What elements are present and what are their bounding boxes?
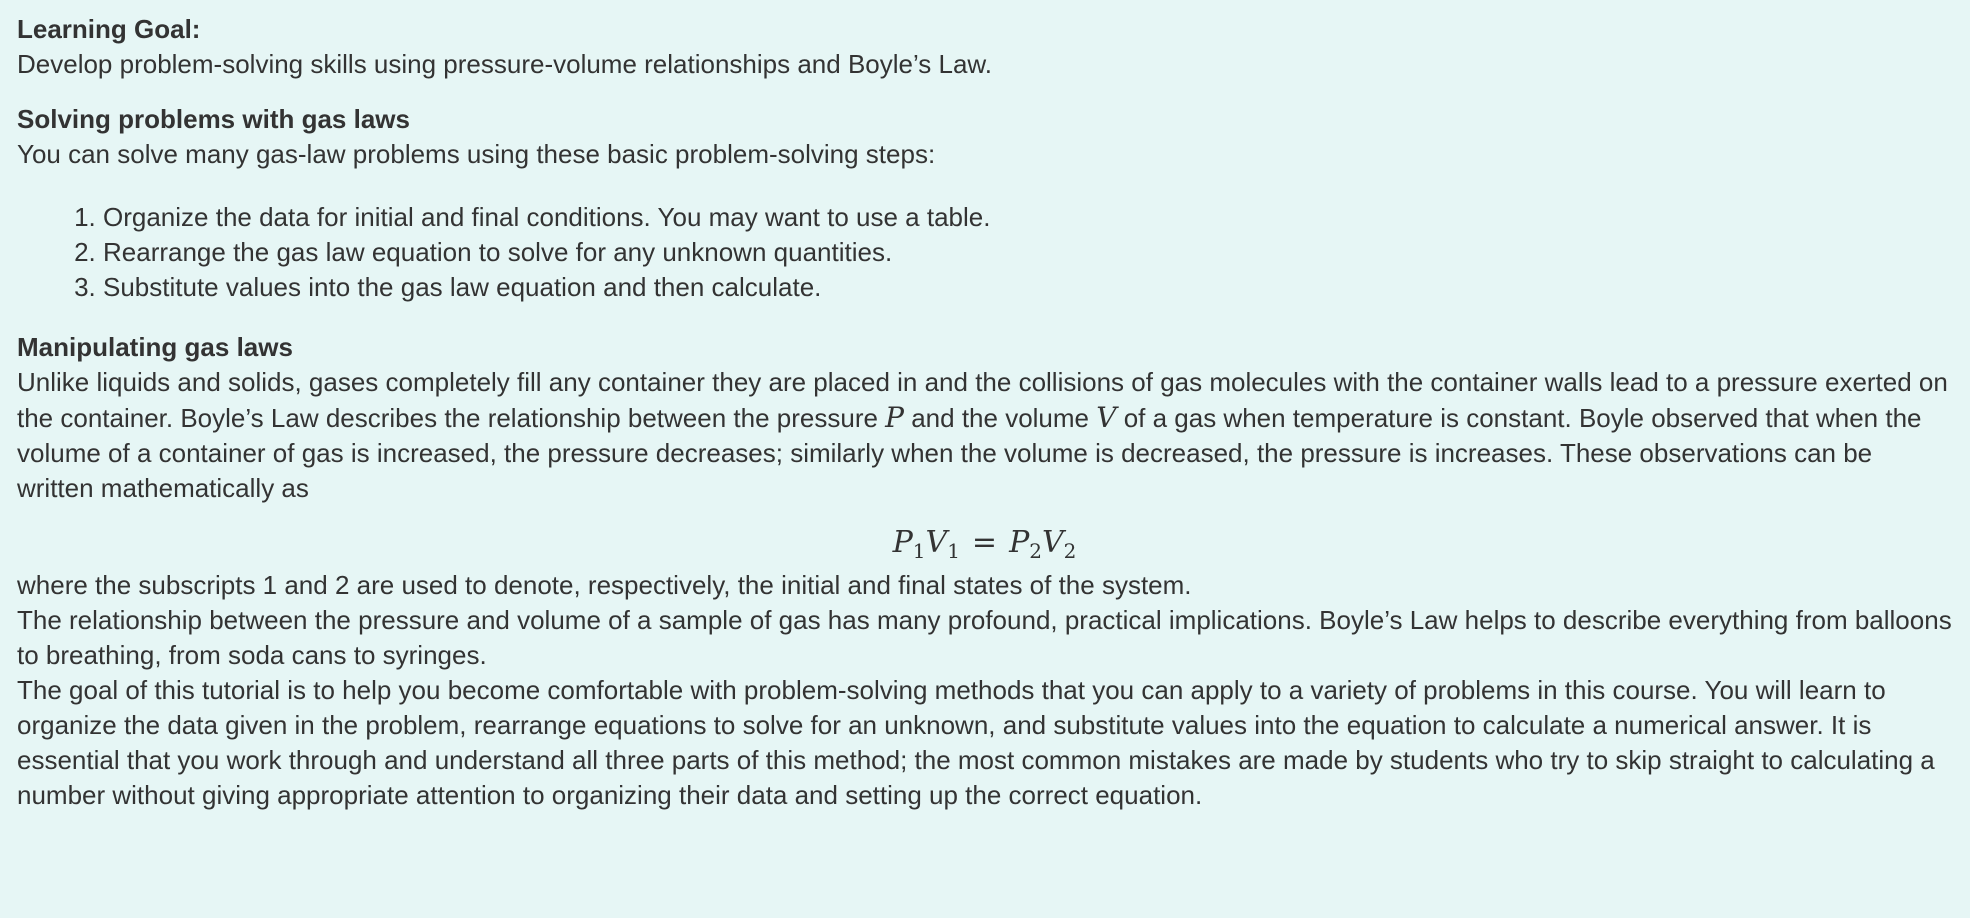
solving-problems-intro: You can solve many gas-law problems using these basic problem-solving steps: bbox=[17, 139, 936, 169]
equation-p2-subscript: 2 bbox=[1029, 539, 1042, 563]
equation-p1-subscript: 1 bbox=[912, 539, 926, 563]
implications-paragraph: The relationship between the pressure and volume of a sample of gas has many profound, practical implications. Boyle’s Law helps to describe everything from balloons to breathing, from soda cans to syringes. bbox=[17, 605, 1952, 670]
equation-v2: V bbox=[1041, 525, 1064, 560]
solving-problems-heading: Solving problems with gas laws bbox=[17, 104, 410, 134]
boyles-law-text-part-1: Unlike liquids and solids, gases completely fill any container they are placed in and the collisions of gas molecules with the container walls lead to a pressure exerted on the container. Boyle’s Law describes the relationship between the pressure bbox=[17, 367, 1948, 433]
boyles-law-equation bbox=[17, 518, 1952, 568]
equation-v2-subscript: 2 bbox=[1063, 539, 1077, 563]
boyles-law-text-part-3: of a gas when temperature is constant. Boyle observed that when the volume of a container of gas is increased, the pressure decreases; similarly when the volume is decreased, the pressure is increases. These observations can be written mathematically as bbox=[17, 403, 1922, 503]
problem-solving-steps bbox=[17, 200, 1952, 305]
equation-p1: P bbox=[892, 525, 913, 560]
learning-goal-heading: Learning Goal: bbox=[17, 14, 201, 44]
equation-equals-sign: = bbox=[971, 525, 998, 560]
step-item: 2. Rearrange the gas law equation to solve for any unknown quantities. bbox=[103, 235, 1952, 270]
equation-v1-subscript: 1 bbox=[947, 539, 960, 563]
step-item: 1. Organize the data for initial and final conditions. You may want to use a table. bbox=[103, 200, 1952, 235]
boyles-law-description bbox=[17, 365, 1952, 506]
learning-goal-text: Develop problem-solving skills using pressure-volume relationships and Boyle’s Law. bbox=[17, 49, 992, 79]
boyles-law-text-part-2: and the volume bbox=[904, 403, 1097, 433]
step-item: 3. Substitute values into the gas law equation and then calculate. bbox=[103, 270, 1952, 305]
equation-v1: V bbox=[925, 525, 948, 560]
volume-symbol: V bbox=[1096, 401, 1117, 434]
manipulating-gas-laws-heading: Manipulating gas laws bbox=[17, 332, 293, 362]
tutorial-goal-paragraph: The goal of this tutorial is to help you become comfortable with problem-solving methods that you can apply to a variety of problems in this course. You will learn to organize the data given in the problem, rearrange equations to solve for an unknown, and substitute values into the equation to calculate a numerical answer. It is essential that you work through and understand all three parts of this method; the most common mistakes are made by students who try to skip straight to calculating a number without giving appropriate attention to organizing their data and setting up the correct equation. bbox=[17, 675, 1935, 810]
pressure-symbol: P bbox=[885, 401, 904, 434]
subscripts-explanation: where the subscripts 1 and 2 are used to denote, respectively, the initial and final states of the system. bbox=[17, 570, 1192, 600]
equation-p2: P bbox=[1009, 525, 1030, 560]
